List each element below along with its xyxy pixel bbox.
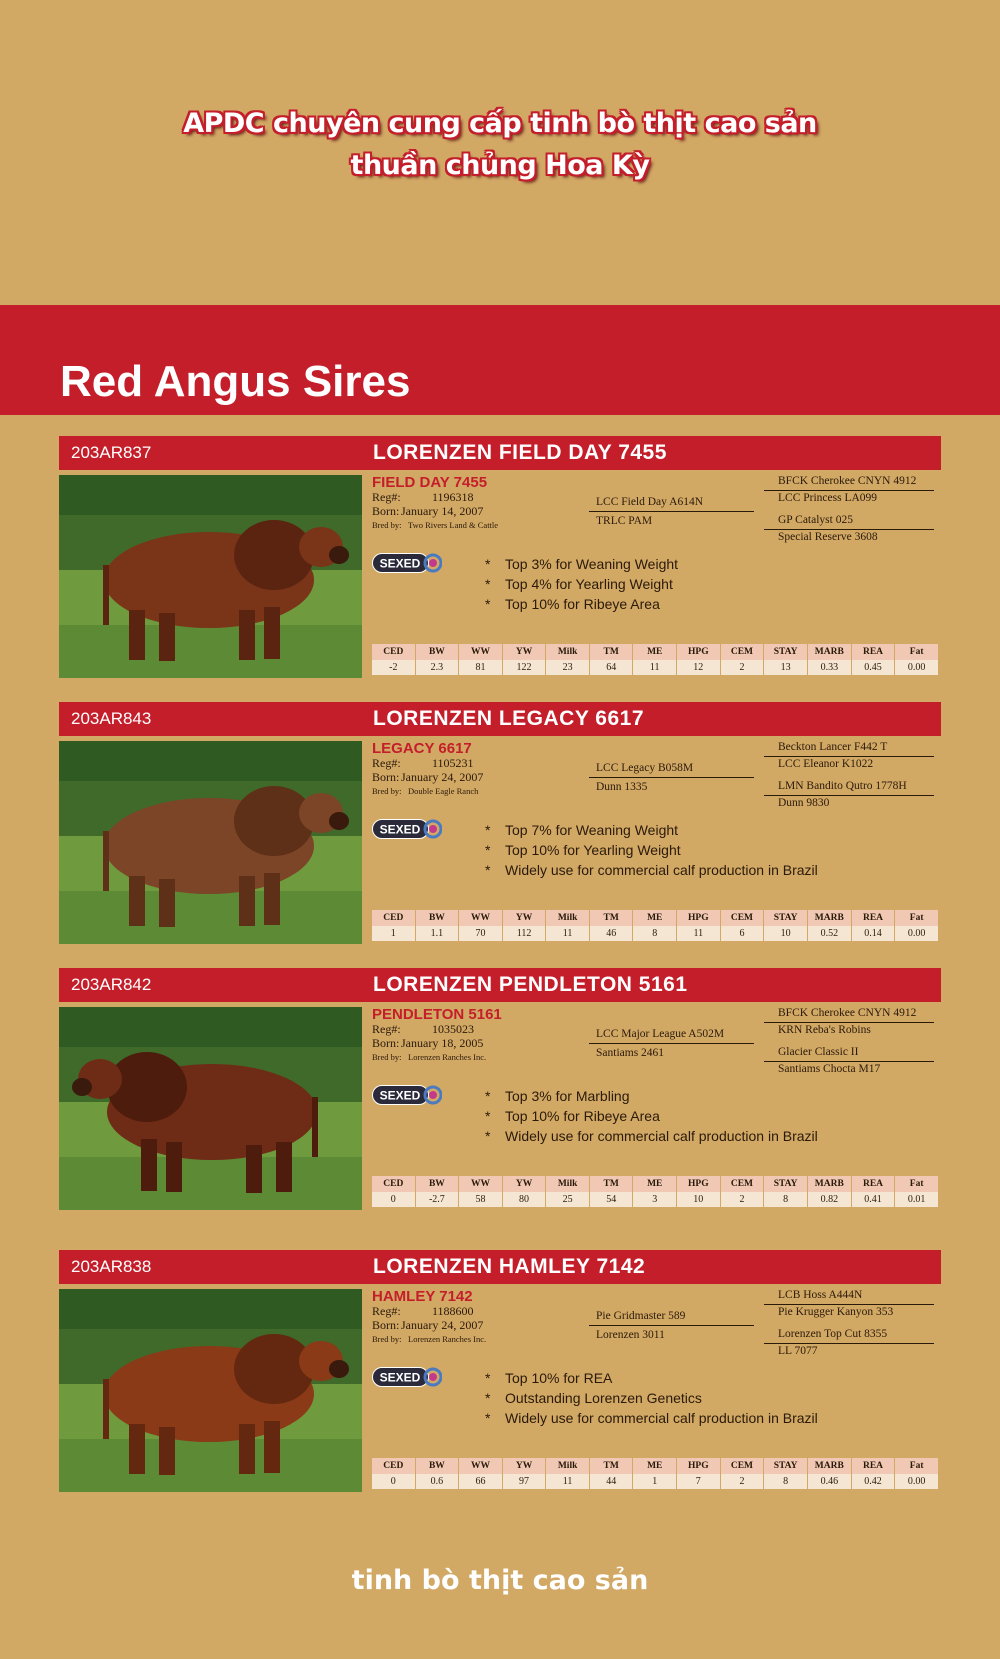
sire-name: LORENZEN LEGACY 6617 [373,707,645,730]
epd-value: 2 [720,1474,764,1490]
epd-header: CED [372,1176,415,1192]
pedigree-dam-dam: Special Reserve 3608 [778,531,878,543]
epd-value: 0 [372,1192,415,1208]
reg-label: Reg#: [372,756,401,770]
sire-code: 203AR838 [71,1257,152,1276]
epd-header: MARB [807,1176,851,1192]
epd-value: 1 [372,926,415,942]
epd-header: Milk [546,1176,590,1192]
pedigree-sire-sire: LCB Hoss A444N [778,1289,863,1301]
epd-header: TM [589,1458,633,1474]
pedigree-dam-dam: Santiams Chocta M17 [778,1063,881,1075]
epd-value: 0.00 [895,660,939,676]
sire-header [59,968,941,1002]
highlight-item: * Outstanding Lorenzen Genetics [485,1390,818,1410]
epd-header: MARB [807,644,851,660]
highlight-item: * Top 10% for Yearling Weight [485,842,818,862]
section-banner [0,305,1000,415]
pedigree-dam: Dunn 1335 [596,781,648,793]
pedigree-line [764,1022,934,1023]
pedigree-line [764,1061,934,1062]
pedigree-sire-sire: BFCK Cherokee CNYN 4912 [778,1007,917,1019]
highlights [485,556,678,616]
epd-header: HPG [676,644,720,660]
epd-header: HPG [676,1458,720,1474]
highlight-item: * Top 3% for Weaning Weight [485,556,678,576]
epd-header: BW [415,910,459,926]
pedigree-line [764,795,934,796]
epd-header: Fat [895,1176,939,1192]
pedigree-line [589,777,754,778]
epd-value: 10 [764,926,808,942]
epd-header: CEM [720,644,764,660]
epd-header: Milk [546,910,590,926]
epd-value: 97 [502,1474,546,1490]
epd-header: TM [589,910,633,926]
pedigree-sire: LCC Major League A502M [596,1028,725,1040]
epd-value: 0.33 [807,660,851,676]
born-date: January 18, 2005 [401,1036,484,1050]
epd-header: MARB [807,910,851,926]
epd-value: 80 [502,1192,546,1208]
sire-card [59,1250,941,1495]
epd-value: 12 [676,660,720,676]
pedigree-line [764,756,934,757]
epd-header: REA [851,910,895,926]
pedigree-dam-sire: LMN Bandito Qutro 1778H [778,780,907,792]
sexed-label: SEXED [379,1370,421,1385]
epd-value: 0.41 [851,1192,895,1208]
highlight-item: * Top 7% for Weaning Weight [485,822,818,842]
highlight-item: * Widely use for commercial calf production in Brazil [485,862,818,882]
epd-value: 0.14 [851,926,895,942]
sire-card [59,968,941,1213]
pedigree-sire-sire: BFCK Cherokee CNYN 4912 [778,475,917,487]
sire-header [59,1250,941,1284]
epd-table [372,910,939,941]
sire-short-name: LEGACY 6617 [372,740,472,757]
highlights [485,822,818,882]
epd-value: 0.52 [807,926,851,942]
born-row [372,504,484,519]
sire-name: LORENZEN PENDLETON 5161 [373,973,688,996]
epd-value: 7 [676,1474,720,1490]
bred-label: Bred by: [372,520,402,530]
reg-number: 1105231 [432,756,474,770]
headline-line-2: thuần chủng Hoa Kỳ [350,150,650,181]
epd-header: ME [633,644,677,660]
epd-header: HPG [676,910,720,926]
bred-label: Bred by: [372,1052,402,1062]
highlight-item: * Top 10% for REA [485,1370,818,1390]
sire-name: LORENZEN FIELD DAY 7455 [373,441,667,464]
pedigree-line [589,1325,754,1326]
epd-header: CEM [720,1176,764,1192]
epd-value: 70 [459,926,503,942]
sire-name: LORENZEN HAMLEY 7142 [373,1255,646,1278]
sire-short-name: FIELD DAY 7455 [372,474,488,491]
born-label: Born: [372,770,400,784]
pedigree-dam-sire: Glacier Classic II [778,1046,859,1058]
bred-row [372,786,479,796]
epd-value: 0.46 [807,1474,851,1490]
epd-header: Fat [895,644,939,660]
bred-by: Lorenzen Ranches Inc. [408,1334,487,1344]
footer-text: tinh bò thịt cao sản [351,1565,649,1596]
epd-header: WW [459,1458,503,1474]
reg-number: 1035023 [432,1022,474,1036]
reg-label: Reg#: [372,1022,401,1036]
epd-value: 10 [676,1192,720,1208]
highlight-item: * Top 4% for Yearling Weight [485,576,678,596]
epd-value: 23 [546,660,590,676]
epd-table [372,1176,939,1207]
highlight-item: * Top 10% for Ribeye Area [485,1108,818,1128]
reg-row [372,1022,474,1037]
sexed-badge [372,819,442,839]
epd-value: 11 [633,660,677,676]
epd-value: -2.7 [415,1192,459,1208]
sexed-label: SEXED [379,556,421,571]
epd-table [372,644,939,675]
epd-value: 54 [589,1192,633,1208]
reg-label: Reg#: [372,490,401,504]
sexed-badge [372,1367,442,1387]
epd-value: 64 [589,660,633,676]
epd-value: 1 [633,1474,677,1490]
sire-header [59,702,941,736]
sexed-label: SEXED [379,822,421,837]
epd-value: 0 [372,1474,415,1490]
sire-card [59,702,941,947]
pedigree-line [764,490,934,491]
epd-value: 11 [546,926,590,942]
epd-value: 11 [676,926,720,942]
epd-value: 1.1 [415,926,459,942]
bull-photo [59,475,362,678]
bred-row [372,1334,487,1344]
highlight-item: * Widely use for commercial calf production in Brazil [485,1128,818,1148]
pedigree-sire-dam: LCC Princess LA099 [778,492,878,504]
epd-value: 0.6 [415,1474,459,1490]
epd-header: STAY [764,910,808,926]
pedigree-dam-sire: GP Catalyst 025 [778,514,853,526]
highlight-item: * Widely use for commercial calf production in Brazil [485,1410,818,1430]
epd-header: STAY [764,644,808,660]
highlight-item: * Top 3% for Marbling [485,1088,818,1108]
bred-by: Double Eagle Ranch [408,786,479,796]
bred-row [372,520,499,530]
pedigree-line [589,511,754,512]
bull-photo [59,741,362,944]
epd-header: BW [415,1176,459,1192]
epd-header: CED [372,644,415,660]
epd-header: ME [633,1458,677,1474]
reg-number: 1196318 [432,490,474,504]
epd-header: Fat [895,1458,939,1474]
pedigree-dam: Lorenzen 3011 [596,1329,665,1341]
born-date: January 24, 2007 [401,770,484,784]
pedigree-sire: LCC Field Day A614N [596,496,704,508]
epd-value: 112 [502,926,546,942]
pedigree-line [589,1043,754,1044]
epd-value: 46 [589,926,633,942]
epd-header: REA [851,1176,895,1192]
born-label: Born: [372,504,400,518]
epd-value: 44 [589,1474,633,1490]
pedigree-dam-dam: Dunn 9830 [778,797,830,809]
bull-photo [59,1007,362,1210]
epd-header: Milk [546,644,590,660]
epd-header: YW [502,644,546,660]
highlights [485,1088,818,1148]
epd-header: CED [372,910,415,926]
born-label: Born: [372,1036,400,1050]
pedigree-dam: Santiams 2461 [596,1047,665,1059]
sire-short-name: PENDLETON 5161 [372,1006,502,1023]
pedigree-dam-sire: Lorenzen Top Cut 8355 [778,1328,888,1340]
sire-card [59,436,941,681]
highlights [485,1370,818,1430]
epd-value: 0.00 [895,926,939,942]
epd-value: 11 [546,1474,590,1490]
bred-by: Lorenzen Ranches Inc. [408,1052,487,1062]
sexed-label: SEXED [379,1088,421,1103]
reg-row [372,490,474,505]
epd-header: TM [589,644,633,660]
epd-value: 2 [720,660,764,676]
reg-label: Reg#: [372,1304,401,1318]
reg-row [372,756,474,771]
bred-label: Bred by: [372,786,402,796]
epd-header: HPG [676,1176,720,1192]
epd-header: CED [372,1458,415,1474]
pedigree-line [764,1304,934,1305]
epd-header: YW [502,1176,546,1192]
epd-header: ME [633,1176,677,1192]
epd-value: 0.42 [851,1474,895,1490]
reg-number: 1188600 [432,1304,474,1318]
epd-header: WW [459,910,503,926]
section-title: Red Angus Sires [60,357,411,406]
epd-header: MARB [807,1458,851,1474]
headline-line-1: APDC chuyên cung cấp tinh bò thịt cao sản [183,108,817,139]
highlight-item: * Top 10% for Ribeye Area [485,596,678,616]
epd-value: 8 [633,926,677,942]
sire-header [59,436,941,470]
epd-header: Fat [895,910,939,926]
epd-value: 8 [764,1474,808,1490]
epd-value: 8 [764,1192,808,1208]
epd-value: 0.45 [851,660,895,676]
sire-code: 203AR843 [71,709,152,728]
epd-value: 13 [764,660,808,676]
epd-header: Milk [546,1458,590,1474]
epd-header: YW [502,1458,546,1474]
epd-value: 122 [502,660,546,676]
born-row [372,1036,484,1051]
pedigree-sire: LCC Legacy B058M [596,762,694,774]
epd-value: 81 [459,660,503,676]
epd-header: YW [502,910,546,926]
sire-code: 203AR842 [71,975,152,994]
sexed-badge [372,1085,442,1105]
epd-header: BW [415,1458,459,1474]
bred-by: Two Rivers Land & Cattle [408,520,499,530]
pedigree-sire-dam: Pie Krugger Kanyon 353 [778,1306,894,1318]
pedigree-line [764,1343,934,1344]
sexed-badge [372,553,442,573]
epd-header: TM [589,1176,633,1192]
epd-header: ME [633,910,677,926]
epd-value: 2.3 [415,660,459,676]
reg-row [372,1304,474,1319]
born-date: January 14, 2007 [401,504,484,518]
epd-value: -2 [372,660,415,676]
epd-value: 0.01 [895,1192,939,1208]
epd-value: 25 [546,1192,590,1208]
epd-header: WW [459,644,503,660]
pedigree-line [764,529,934,530]
bred-label: Bred by: [372,1334,402,1344]
bull-photo [59,1289,362,1492]
born-row [372,1318,484,1333]
pedigree-sire-dam: KRN Reba's Robins [778,1024,871,1036]
epd-header: CEM [720,1458,764,1474]
pedigree-dam: TRLC PAM [596,515,653,527]
epd-value: 6 [720,926,764,942]
epd-value: 66 [459,1474,503,1490]
epd-header: WW [459,1176,503,1192]
epd-header: REA [851,644,895,660]
bred-row [372,1052,487,1062]
epd-value: 3 [633,1192,677,1208]
epd-value: 0.82 [807,1192,851,1208]
sire-code: 203AR837 [71,443,152,462]
epd-header: CEM [720,910,764,926]
pedigree-sire: Pie Gridmaster 589 [596,1310,686,1322]
pedigree-sire-sire: Beckton Lancer F442 T [778,741,888,753]
born-date: January 24, 2007 [401,1318,484,1332]
epd-header: STAY [764,1176,808,1192]
sire-short-name: HAMLEY 7142 [372,1288,473,1305]
born-row [372,770,484,785]
born-label: Born: [372,1318,400,1332]
epd-header: BW [415,644,459,660]
epd-value: 2 [720,1192,764,1208]
epd-table [372,1458,939,1489]
epd-header: REA [851,1458,895,1474]
epd-value: 0.00 [895,1474,939,1490]
epd-header: STAY [764,1458,808,1474]
pedigree-dam-dam: LL 7077 [778,1345,818,1357]
epd-value: 58 [459,1192,503,1208]
pedigree-sire-dam: LCC Eleanor K1022 [778,758,874,770]
